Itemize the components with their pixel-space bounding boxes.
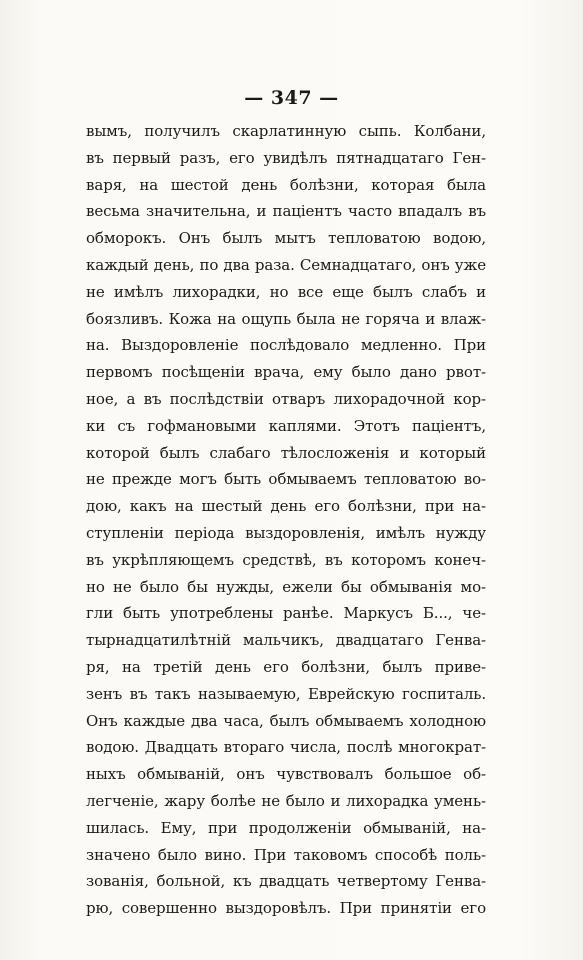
text-line: дою, какъ на шестый день его болѣзни, при на- xyxy=(86,497,486,516)
text-line: вымъ, получилъ скарлатинную сыпь. Колбани, xyxy=(86,122,486,140)
text-line: не прежде могъ быть обмываемъ тепловатою во- xyxy=(86,470,486,489)
text-line: которой былъ слабаго тѣлосложенія и который xyxy=(86,443,486,462)
text-line: въ первый разъ, его увидѣлъ пятнадцатаго Ген- xyxy=(86,148,486,167)
text-line: Онъ каждые два часа, былъ обмываемъ холодною xyxy=(86,711,486,730)
text-line: но не было бы нужды, ежели бы обмыванія мо- xyxy=(86,577,486,596)
text-line: тырнадцатилѣтній мальчикъ, двадцатаго Генва- xyxy=(86,631,486,650)
text-line: значено было вино. При таковомъ способѣ поль- xyxy=(86,845,486,864)
text-line: первомъ посѣщеніи врача, ему было дано рвот- xyxy=(86,363,486,382)
text-line: ступленіи періода выздоровленія, имѣлъ нужду xyxy=(86,523,486,542)
text-line: каждый день, по два раза. Семнадцатаго, онъ уже xyxy=(86,255,486,274)
text-line: обморокъ. Онъ былъ мытъ тепловатою водою, xyxy=(86,229,486,248)
page-number: — 347 — xyxy=(244,87,339,109)
text-line: зованія, больной, къ двадцать четвертому Генва- xyxy=(86,872,486,891)
text-line: зенъ въ такъ называемую, Еврейскую госпиталь. xyxy=(86,684,486,703)
body-text xyxy=(86,118,486,922)
text-line: шилась. Ему, при продолженіи обмываній, на- xyxy=(86,818,486,837)
text-line: водою. Двадцать втораго числа, послѣ многократ- xyxy=(86,738,486,757)
text-line: въ укрѣпляющемъ средствѣ, въ которомъ конеч- xyxy=(86,550,486,569)
text-line: варя, на шестой день болѣзни, которая была xyxy=(86,175,486,194)
text-line: весьма значительна, и паціентъ часто впадалъ въ xyxy=(86,202,486,221)
text-line: рю, совершенно выздоровѣлъ. При принятіи его xyxy=(86,899,486,918)
text-line: ныхъ обмываній, онъ чувствовалъ большое об- xyxy=(86,765,486,784)
text-line: легченіе, жару болѣе не было и лихорадка умень- xyxy=(86,791,486,810)
text-line: ки съ гофмановыми каплями. Этотъ паціентъ, xyxy=(86,416,486,435)
text-line: ря, на третій день его болѣзни, былъ приве- xyxy=(86,657,486,676)
text-line: ное, а въ послѣдствіи отваръ лихорадочной кор- xyxy=(86,389,486,408)
text-line: на. Выздоровленіе послѣдовало медленно. При xyxy=(86,336,486,355)
text-line: боязливъ. Кожа на ощупь была не горяча и влаж- xyxy=(86,309,486,328)
text-line: не имѣлъ лихорадки, но все еще былъ слабъ и xyxy=(86,282,486,301)
text-line: гли быть употреблены ранѣе. Маркусъ Б..., че- xyxy=(86,604,486,623)
